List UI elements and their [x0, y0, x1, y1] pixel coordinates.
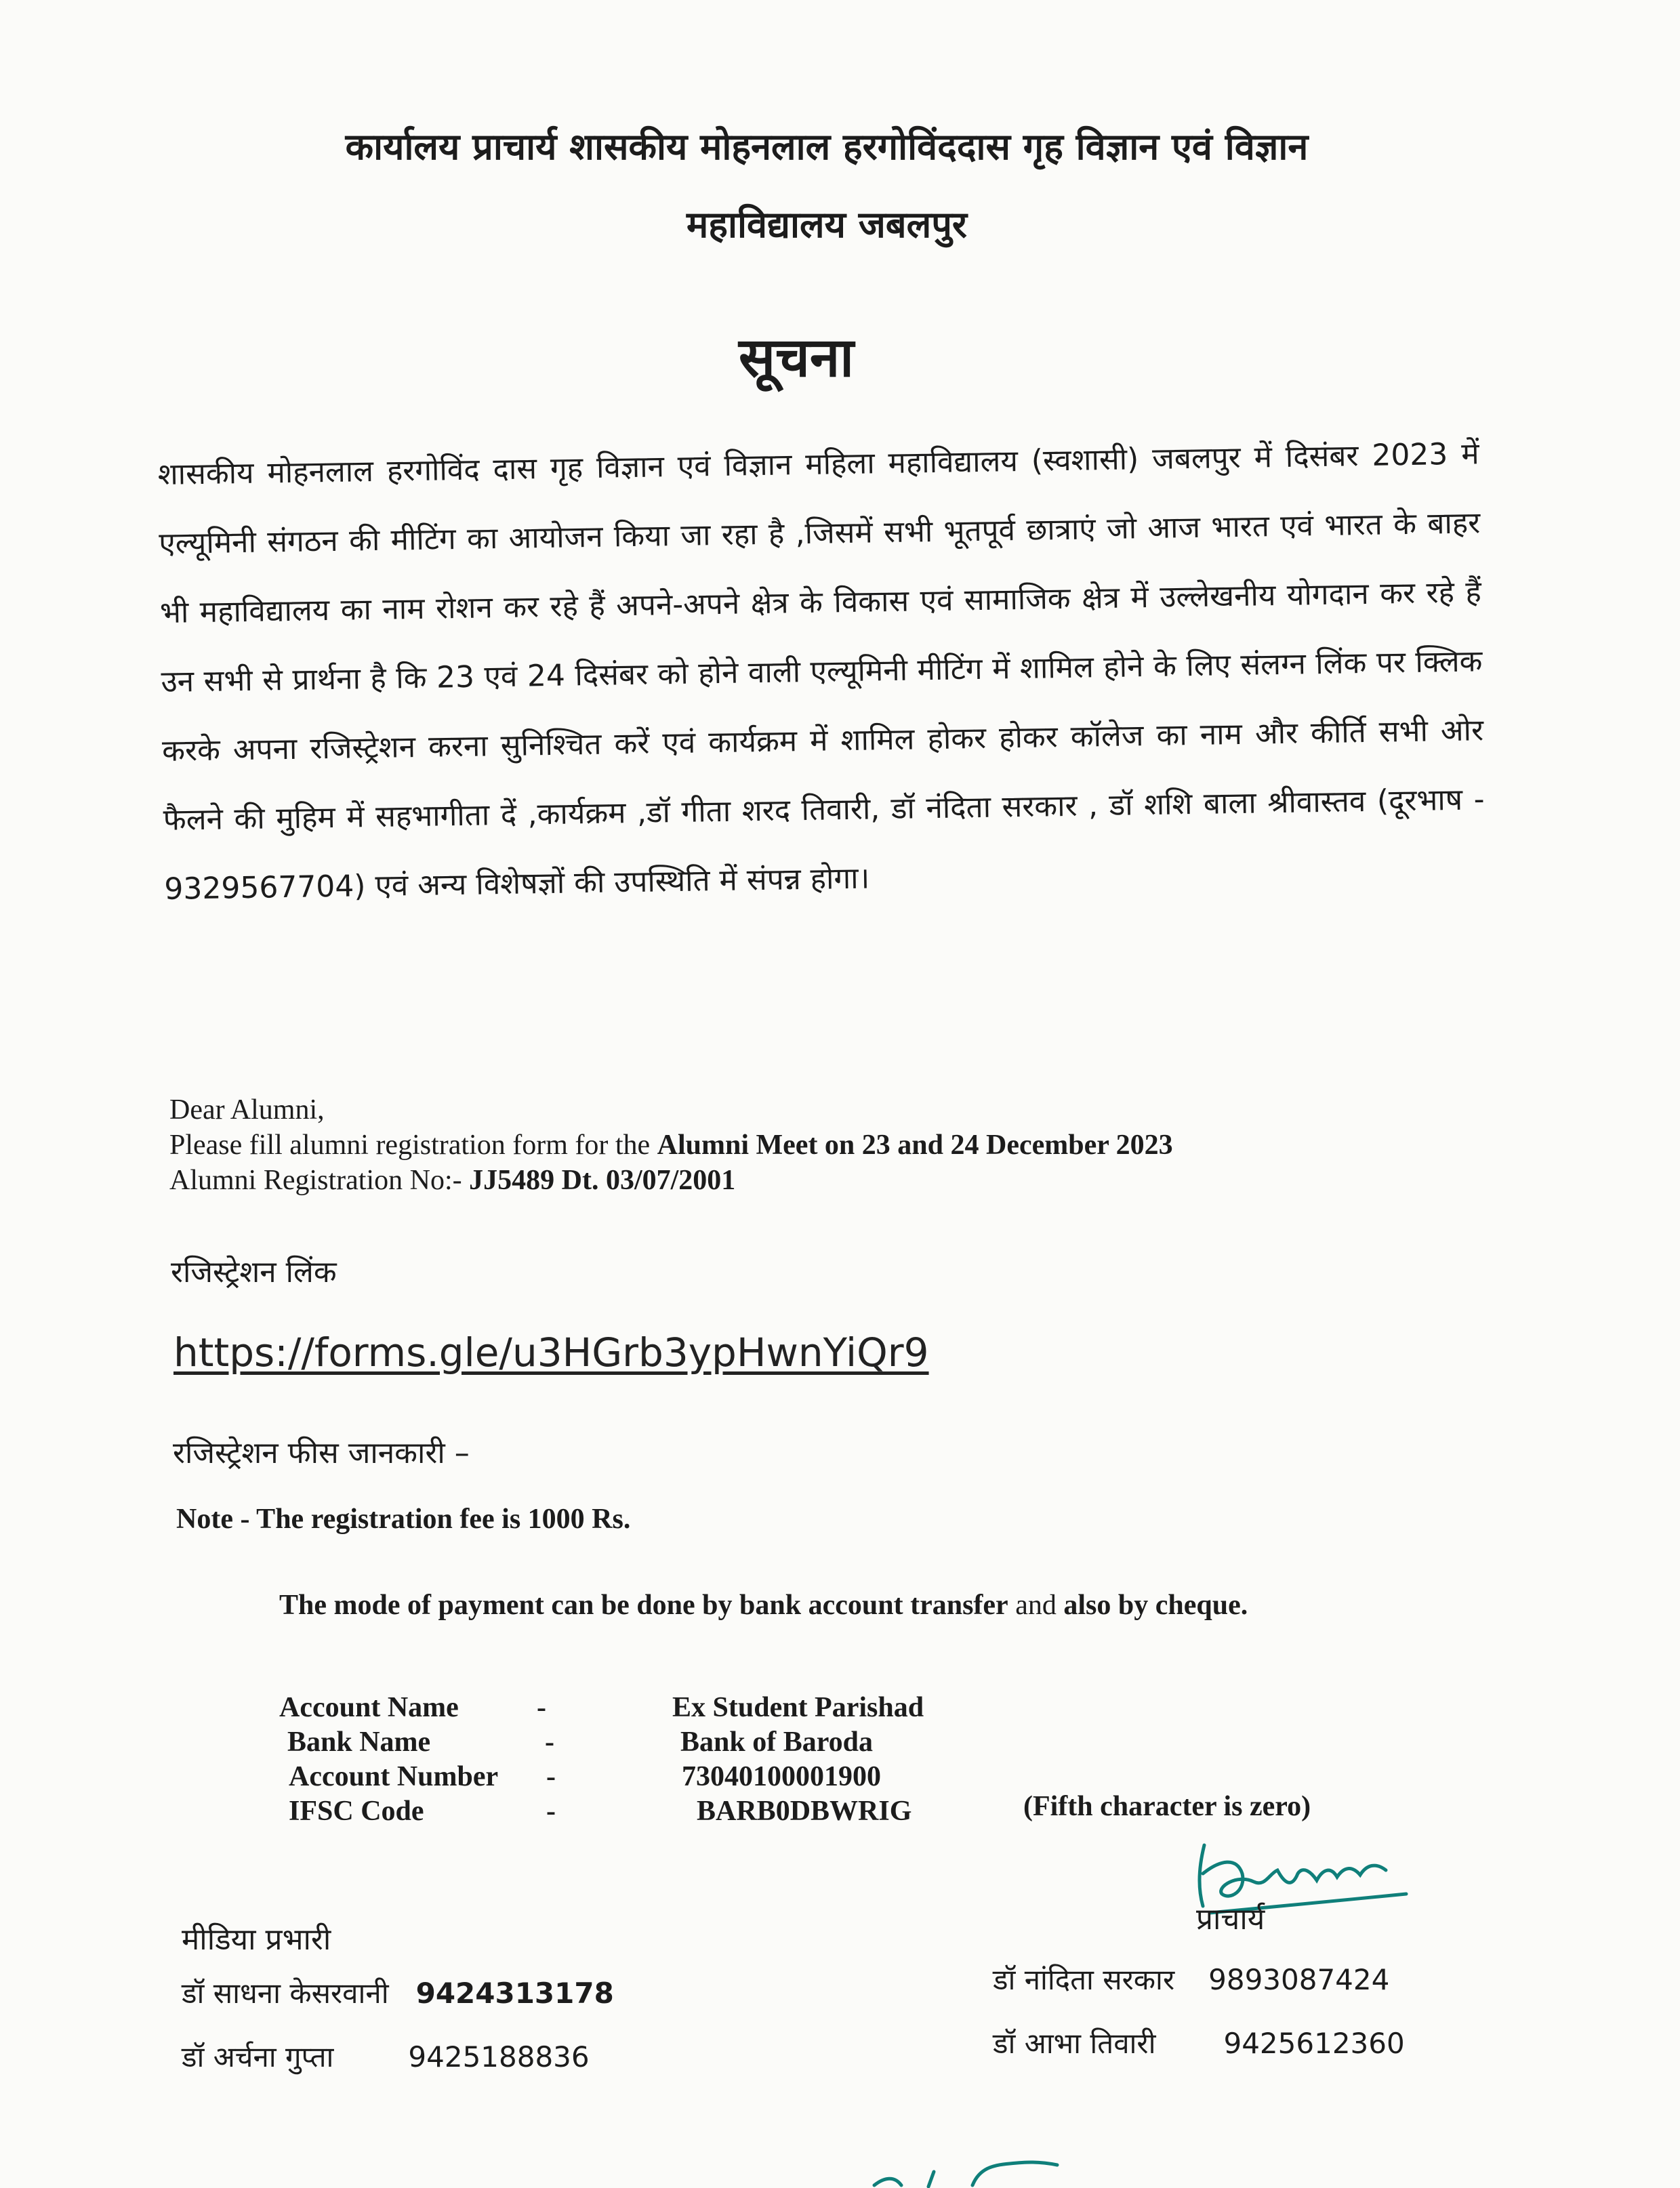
- media-contact: [182, 2025, 614, 2089]
- partial-signature-mark: [854, 2151, 1084, 2188]
- registration-form-text: Please fill alumni registration form for the: [169, 1130, 657, 1161]
- media-incharge-title: मीडिया प्रभारी: [182, 1922, 331, 1957]
- alumni-registration-number-line: [169, 1163, 1173, 1198]
- contact-phone: 9893087424: [1208, 1963, 1390, 1996]
- payment-mode-and: and: [1008, 1590, 1064, 1621]
- payment-mode-bank-transfer: The mode of payment can be done by bank account transfer: [279, 1590, 1008, 1621]
- other-contact: [993, 2012, 1405, 2076]
- bank-row-ifsc: [289, 1794, 1022, 1829]
- principal-label: प्राचार्य: [1196, 1902, 1265, 1937]
- bank-dash: -: [546, 1796, 556, 1827]
- office-header-line-2: महाविद्यालय जबलपुर: [687, 203, 967, 246]
- registration-number: JJ5489 Dt. 03/07/2001: [469, 1165, 736, 1196]
- bank-value: BARB0DBWRIG: [697, 1796, 912, 1827]
- greeting: Dear Alumni,: [169, 1094, 325, 1126]
- contact-name: डॉ अर्चना गुप्ता: [182, 2040, 334, 2073]
- ifsc-note: (Fifth character is zero): [1023, 1791, 1311, 1822]
- bank-label: Account Number: [289, 1761, 499, 1792]
- contact-name: डॉ साधना केसरवानी: [182, 1977, 389, 2010]
- bank-row-bank-name: [287, 1725, 1022, 1760]
- bank-value: 73040100001900: [682, 1761, 881, 1792]
- bank-label: IFSC Code: [289, 1796, 424, 1827]
- bank-dash: -: [545, 1727, 554, 1758]
- contact-phone: 9424313178: [415, 1977, 614, 2010]
- office-header-line-1: कार्यालय प्राचार्य शासकीय मोहनलाल हरगोविंददास गृह विज्ञान एवं विज्ञान: [345, 125, 1309, 168]
- bank-details-table: [279, 1691, 1022, 1829]
- bank-label: Account Name: [279, 1692, 459, 1723]
- bank-row-account-name: [279, 1691, 1022, 1725]
- registration-link-label: रजिस्ट्रेशन लिंक: [171, 1255, 337, 1289]
- payment-mode-note: [279, 1589, 1248, 1622]
- contact-phone: 9425612360: [1223, 2027, 1405, 2060]
- registration-form-line: [169, 1128, 1173, 1163]
- notice-title: सूचना: [739, 326, 854, 389]
- notice-body-paragraph: शासकीय मोहनलाल हरगोविंद दास गृह विज्ञान एवं विज्ञान महिला महाविद्यालय (स्वशासी) जबलपुर में दिसंबर 2023 में एल्यूमिनी संगठन की मीटिंग का आयोजन किया जा रहा है ,जिसमें सभी भूतपूर्व छात्राएं जो आज भारत एवं भारत के बाहर भी महाविद्यालय का नाम रोशन कर रहे हैं अपने-अपने क्षेत्र के विकास एवं सामाजिक क्षेत्र में उल्लेखनीय योगदान कर रहे हैं उन सभी से प्रार्थना है कि 23 एवं 24 दिसंबर को होने वाली एल्यूमिनी मीटिंग में शामिल होने के लिए संलग्न लिंक पर क्लिक करके अपना रजिस्ट्रेशन करना सुनिश्चित करें एवं कार्यक्रम में शामिल होकर होकर कॉलेज का नाम और कीर्ति सभी ओर फैलने की मुहिम में सहभागीता दें ,कार्यक्रम ,डॉ गीता शरद तिवारी, डॉ नंदिता सरकार , डॉ शशि बाला श्रीवास्तव (दूरभाष - 9329567704) एवं अन्य विशेषज्ञों की उपस्थिति में संपन्न होगा।: [157, 436, 1485, 907]
- contact-name: डॉ नांदिता सरकार: [993, 1963, 1175, 1996]
- alumni-meet-dates: Alumni Meet on 23 and 24 December 2023: [657, 1130, 1173, 1161]
- payment-mode-cheque: also by cheque.: [1063, 1590, 1248, 1621]
- contact-name: डॉ आभा तिवारी: [993, 2027, 1156, 2060]
- registration-fee-label: रजिस्ट्रेशन फीस जानकारी –: [173, 1436, 470, 1470]
- bank-dash: -: [537, 1692, 546, 1723]
- bank-row-account-number: [289, 1760, 1022, 1794]
- alumni-english-note: [169, 1092, 1173, 1198]
- registration-number-label: Alumni Registration No:-: [169, 1165, 470, 1196]
- contact-phone: 9425188836: [408, 2040, 590, 2073]
- bank-value: Bank of Baroda: [680, 1727, 873, 1758]
- bank-dash: -: [546, 1761, 556, 1792]
- fee-note: Note - The registration fee is 1000 Rs.: [176, 1504, 631, 1535]
- media-contacts: [182, 1962, 614, 2089]
- registration-link[interactable]: https://forms.gle/u3HGrb3ypHwnYiQr9: [173, 1329, 929, 1376]
- other-contacts: [993, 1948, 1405, 2076]
- other-contact: [993, 1948, 1405, 2012]
- media-contact: [182, 1962, 614, 2025]
- bank-value: Ex Student Parishad: [672, 1692, 924, 1723]
- bank-label: Bank Name: [287, 1727, 431, 1758]
